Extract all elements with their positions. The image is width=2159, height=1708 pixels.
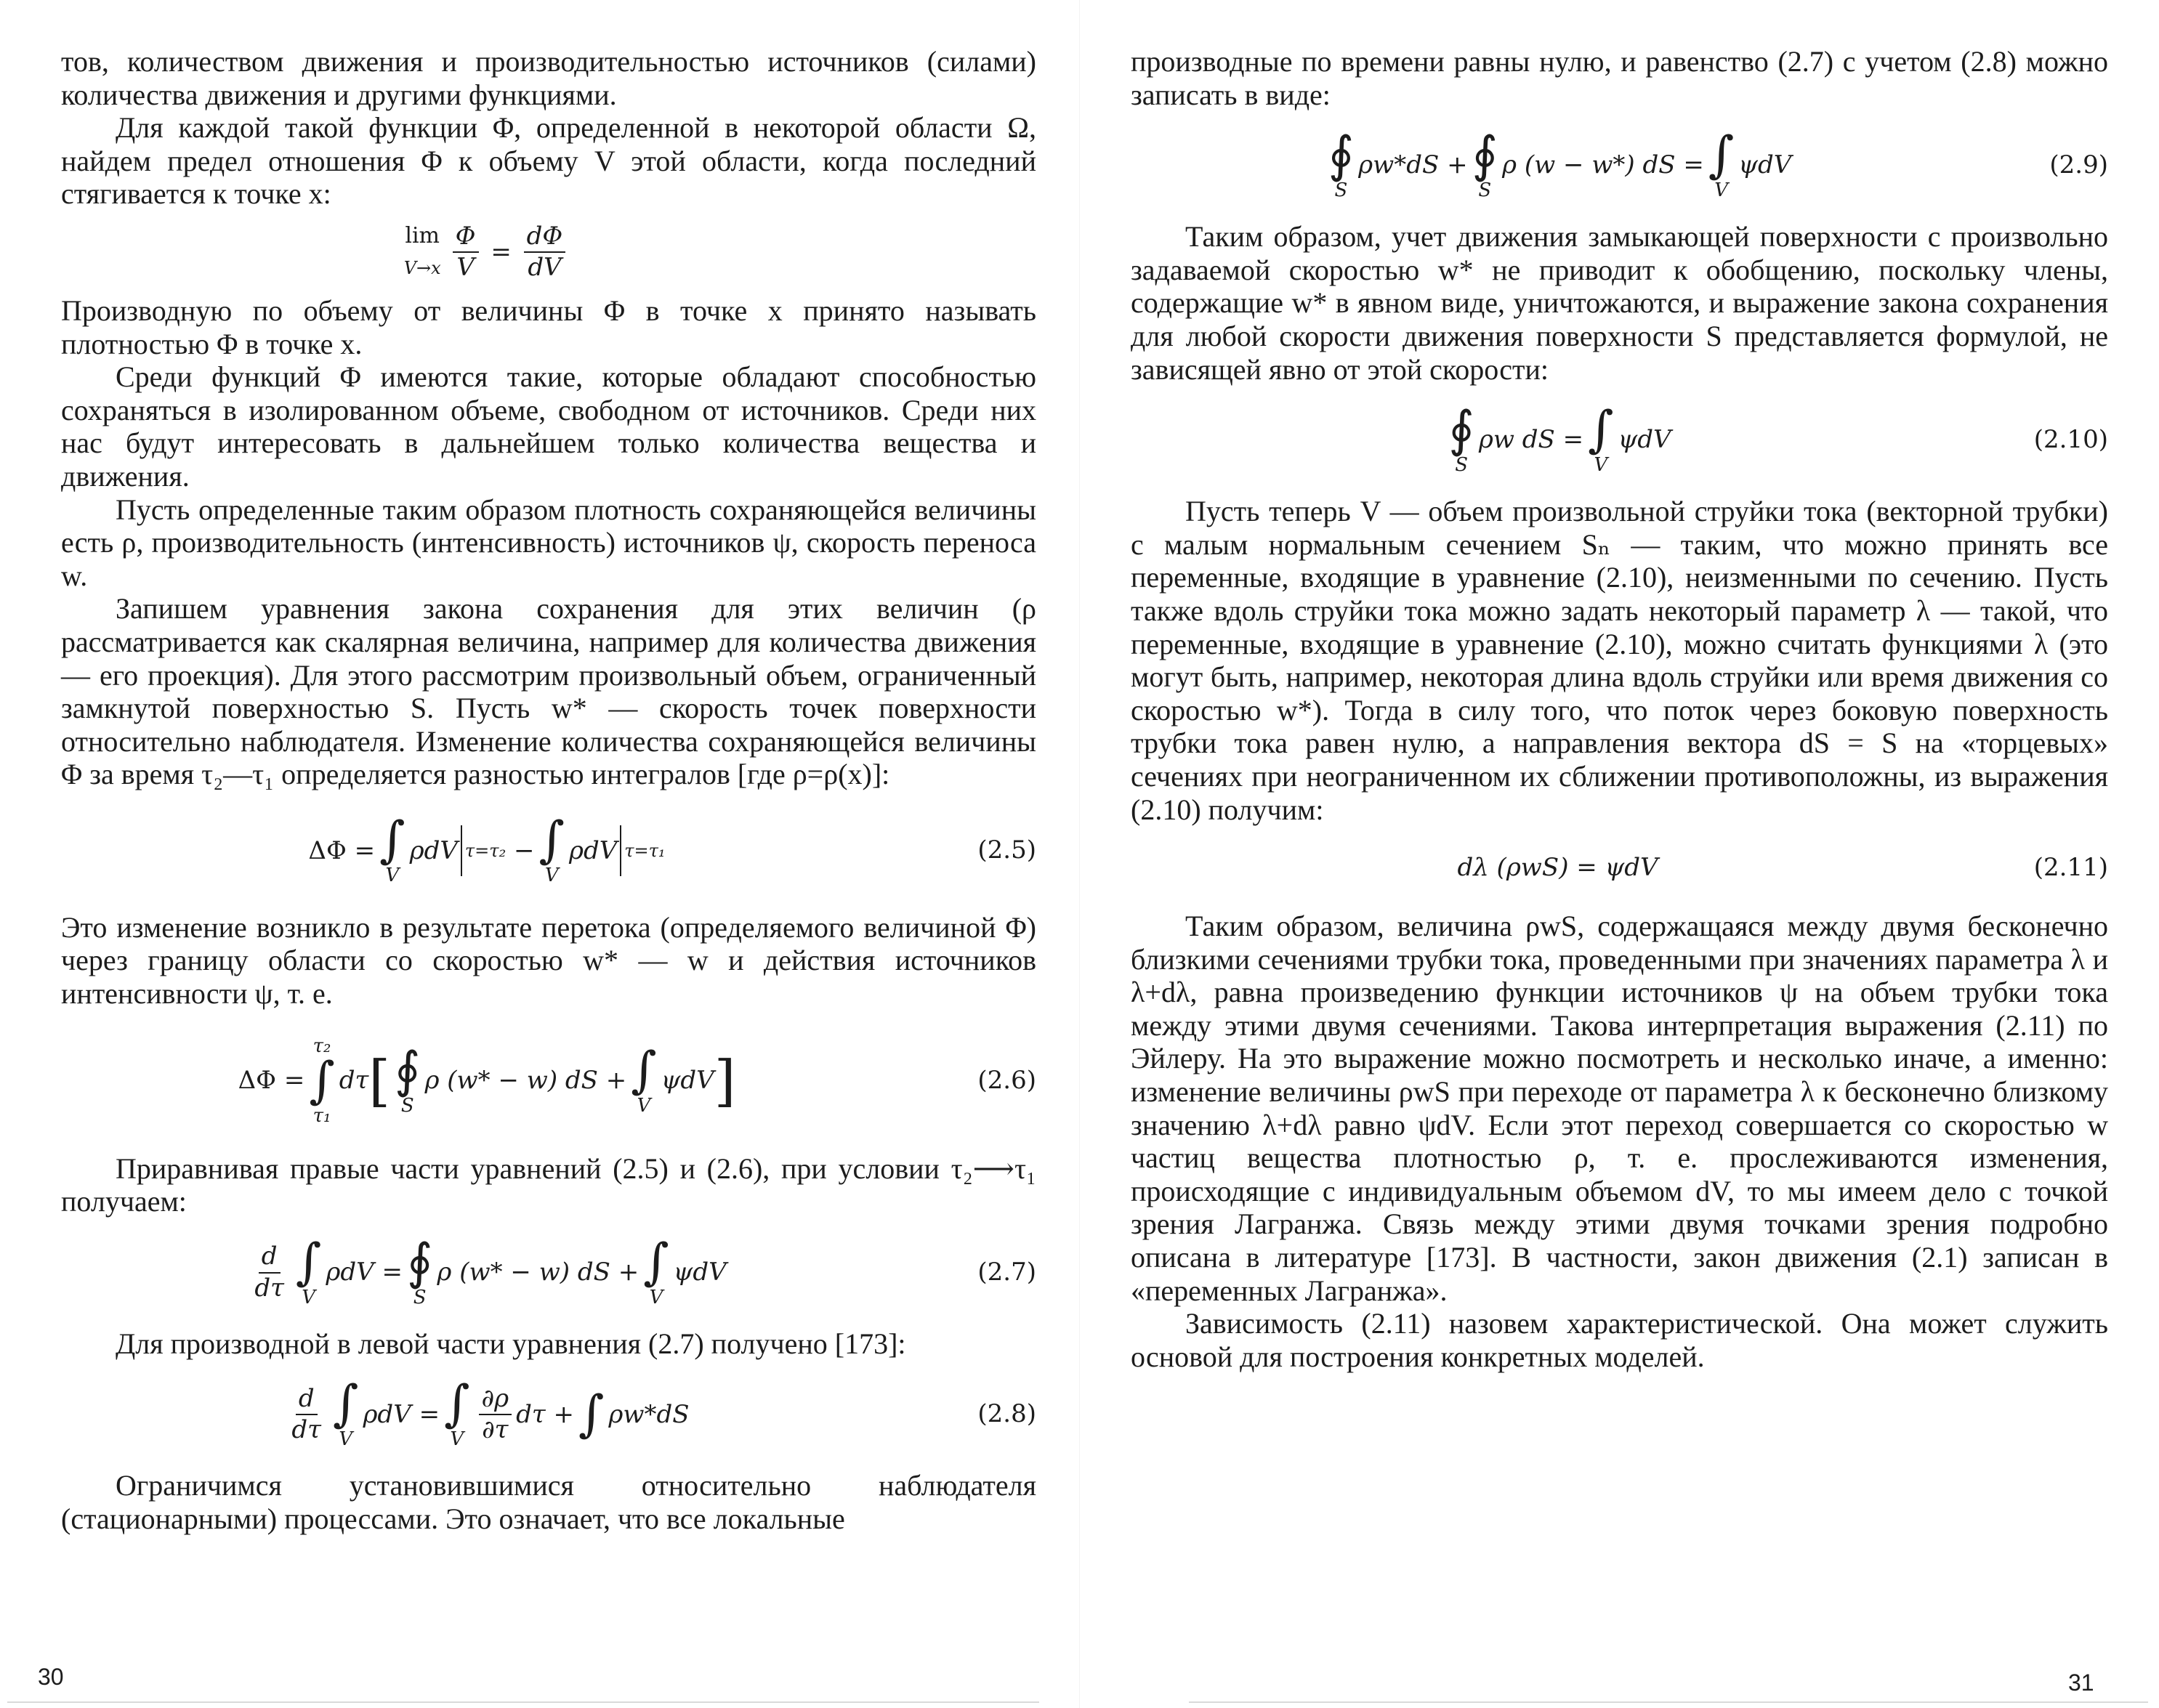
numerator: Φ xyxy=(453,223,479,253)
integrand: ψdV xyxy=(1738,150,1792,180)
equation-expression: dλ (ρwS) = ψdV xyxy=(1457,852,1658,882)
numerator: d xyxy=(296,1385,318,1415)
eval-subscript: τ=τ₂ xyxy=(464,840,507,861)
left-page-text-column xyxy=(61,45,1036,1536)
paragraph: Для каждой такой функции Φ, определенной в некоторой области Ω, найдем предел отношения Φ к объему V этой области, когда последний стягивается к точке x: xyxy=(61,111,1036,211)
right-page xyxy=(1080,0,2159,1708)
equation-lhs: ΔΦ = xyxy=(308,835,376,865)
integrand: ρw*dS xyxy=(608,1399,690,1429)
integrand: ρdV xyxy=(409,835,458,865)
paragraph: Среди функций Φ имеются такие, которые обладают способностью сохраняться в изолированном объеме, свободном от источников. Среди них нас будут интересовать в дальнейшем только количества вещества и движения. xyxy=(61,360,1036,493)
integral-upper-limit: τ₂ xyxy=(312,1035,331,1057)
numerator: dΦ xyxy=(524,223,566,253)
equation-number: (2.10) xyxy=(2033,425,2108,455)
numerator: d xyxy=(259,1243,281,1273)
paragraph: Таким образом, величина ρwS, содержащаяся между двумя бесконечно близкими сечениями трубки тока, проведенными при значениях параметра λ и λ+dλ, равна произведению функции источников ψ на объем трубки тока между этими двумя сечениями. Такова интерпретация выражения (2.11) по Эйлеру. На это выражение можно посмотреть и несколько иначе, а именно: изменение величины ρwS при переходе от параметра λ к бесконечно близкому значению λ+dλ равно ψdV. Если этот переход совершается со скоростью w частиц вещества плотностью ρ, т. е. прослеживаются изменения, происходящие с индивидуальным объемом dV, то мы имеем дело с точкой зрения Лагранжа. Связь между этими двумя точками зрения подробно описана в литературе [173]. В частности, закон движения (2.1) записан в «переменных Лагранжа». xyxy=(1131,910,2108,1307)
denominator: dV xyxy=(528,253,562,283)
differential: dτ xyxy=(339,1066,369,1096)
integrand: ρdV xyxy=(363,1399,411,1429)
integrand: ψdV xyxy=(661,1066,714,1096)
denominator: dτ xyxy=(291,1415,321,1445)
equation-2-10: ∮ S ρw dS = ∫ V ψdV (2.10) xyxy=(1448,400,2108,476)
paragraph: производные по времени равны нулю, и равенство (2.7) с учетом (2.8) можно записать в виде: xyxy=(1131,45,2108,111)
operator: + xyxy=(1447,150,1468,180)
equation-number: (2.7) xyxy=(977,1258,1036,1287)
integrand: ρdV xyxy=(568,835,618,865)
operator: + xyxy=(618,1258,639,1287)
equation-lhs: ΔΦ = xyxy=(238,1066,305,1096)
integral-limit: V xyxy=(385,865,400,887)
denominator: dτ xyxy=(254,1273,284,1303)
integrand: ρ (w* − w) dS xyxy=(437,1258,610,1287)
paragraph: Приравнивая правые части уравнений (2.5) и (2.6), при условии τ₂⟶τ₁ получаем: xyxy=(61,1152,1036,1218)
paragraph: Это изменение возникло в результате перетока (определяемого величиной Φ) через границу области со скоростью w* — w и действия источников интенсивности ψ, т. е. xyxy=(61,910,1036,1011)
paragraph: Для производной в левой части уравнения (2.7) получено [173]: xyxy=(116,1327,906,1360)
right-page-text-column xyxy=(1131,45,2108,1373)
integrand: ρ (w* − w) dS xyxy=(424,1066,598,1096)
integrand: ψdV xyxy=(673,1258,727,1287)
operator: + xyxy=(605,1066,627,1096)
integral-limit: V xyxy=(1714,179,1728,201)
equation-limit: lim V→x $\frac{\Phi}{V}$ = $\frac{d\Phi}{dV}$ xyxy=(61,211,1036,294)
integrand: ρw*dS xyxy=(1358,150,1440,180)
integral-limit: S xyxy=(400,1094,414,1117)
denominator: V xyxy=(456,253,475,283)
integral-limit: V xyxy=(544,865,559,887)
equation-number: (2.8) xyxy=(977,1399,1036,1429)
equation-2-6: ΔΦ = τ₂ ∫ τ₁ dτ [ ∮ S ρ (w* − w) dS + ∫ V ψdV ] (2.6) xyxy=(238,1035,1036,1128)
operator: = xyxy=(419,1399,440,1429)
operator: = xyxy=(382,1258,403,1287)
lim-subscript: V→x xyxy=(403,258,441,279)
integral-limit: V xyxy=(649,1286,663,1308)
equation-2-11 xyxy=(1131,826,2108,910)
integral-limit: V xyxy=(339,1428,353,1451)
eval-subscript: τ=τ₁ xyxy=(624,840,666,861)
page-number: 30 xyxy=(38,1664,64,1690)
integral-limit: V xyxy=(1594,453,1608,476)
integrand: ρw dS xyxy=(1478,425,1555,455)
paragraph: Пусть теперь V — объем произвольной струйки тока (векторной трубки) с малым нормальным сечением Sₙ — таким, что можно принять все переменные, входящие в уравнение (2.10), неизменными по сечению. Пусть также вдоль струйки тока можно задать некоторый параметр λ — такой, что переменные, входящие в уравнение (2.10), можно считать функциями λ (это могут быть, например, некоторая длина вдоль струйки или время движения со скоростью w*). Тогда в силу того, что поток через боковую поверхность трубки тока равен нулю, а направления вектора dS = S на «торцевых» сечениях при неограниченном их сближении противоположны, из выражения (2.10) получим: xyxy=(1131,495,2108,826)
page-edge-line xyxy=(1189,1701,2148,1703)
integrand: ψdV xyxy=(1618,425,1671,455)
integral-limit: S xyxy=(1455,453,1469,476)
integral-limit: S xyxy=(413,1286,427,1308)
paragraph: Пусть определенные таким образом плотность сохраняющейся величины есть ρ, производительность (интенсивность) источников ψ, скорость переноса w. xyxy=(61,493,1036,592)
equation-number: (2.5) xyxy=(977,835,1036,865)
paragraph: Таким образом, учет движения замыкающей поверхности с произвольно задаваемой скоростью w* не приводит к обобщению, поскольку члены, содержащие w* в явном виде, уничтожаются, и выражение закона сохранения для любой скорости движения поверхности S представляется формулой, не зависящей явно от этой скорости: xyxy=(1131,220,2108,386)
paragraph: Ограничимся установившимися относительно наблюдателя (стационарными) процессами. Это означает, что все локальные xyxy=(61,1469,1036,1536)
paragraph: Запишем уравнения закона сохранения для этих величин (ρ рассматривается как скалярная величина, например для количества движения — его проекция). Для этого рассмотрим произвольный объем, ограниченный замкнутой поверхностью S. Пусть w* — скорость точек поверхности относительно наблюдателя. Изменение количества сохраняющейся величины Φ за время τ₂—τ₁ определяется разностью интегралов [где ρ=ρ(x)]: xyxy=(61,592,1036,791)
integral-limit: V xyxy=(302,1286,316,1308)
operator: = xyxy=(1683,150,1704,180)
left-page xyxy=(0,0,1079,1708)
lim-label: lim xyxy=(405,222,440,248)
integrand: ρ (w − w*) dS xyxy=(1502,150,1676,180)
equation-2-8: $\frac{d}{d\tau}$ ∫ V ρdV = ∫ V $\frac{\partial\rho}{\partial\tau}$ dτ + ∫ ρw*dS (2.8) xyxy=(61,1360,1036,1469)
integral-limit: S xyxy=(1478,179,1492,201)
denominator: ∂τ xyxy=(482,1415,509,1445)
equation-number: (2.9) xyxy=(2049,150,2108,180)
equation-number: (2.6) xyxy=(977,1066,1036,1096)
integral-lower-limit: τ₁ xyxy=(312,1105,331,1128)
operator: = xyxy=(1562,425,1584,455)
operator: − xyxy=(514,835,535,865)
paragraph: тов, количеством движения и производительностью источников (силами) количества движения и другими функциями. xyxy=(61,45,1036,111)
operator: + xyxy=(553,1399,574,1429)
integral-limit: S xyxy=(1334,179,1348,201)
differential: dτ xyxy=(516,1399,546,1429)
paragraph: Зависимость (2.11) назовем характеристической. Она может служить основой для построения конкретных моделей. xyxy=(1131,1307,2108,1373)
paragraph: Производную по объему от величины Φ в точке x принято называть плотностью Φ в точке x. xyxy=(61,294,1036,360)
numerator: ∂ρ xyxy=(479,1385,512,1415)
page-number: 31 xyxy=(2068,1669,2094,1696)
equation-2-7: $\frac{d}{d\tau}$ ∫ V ρdV = ∮ S ρ (w* − w) dS + ∫ V ψdV (2.7) xyxy=(61,1218,1036,1327)
integral-limit: V xyxy=(637,1094,651,1117)
integrand: ρdV xyxy=(326,1258,374,1287)
equation-2-5: ΔΦ = ∫ V ρdV τ=τ₂ − ∫ V ρdV τ=τ₁ (2.5) xyxy=(308,811,1036,887)
integral-limit: V xyxy=(450,1428,464,1451)
equation-number: (2.11) xyxy=(2033,852,2108,882)
page-edge-line xyxy=(7,1701,1039,1703)
equation-2-9: ∮ S ρw*dS + ∮ S ρ (w − w*) dS = ∫ V ψdV (2.9) xyxy=(1328,126,2108,201)
